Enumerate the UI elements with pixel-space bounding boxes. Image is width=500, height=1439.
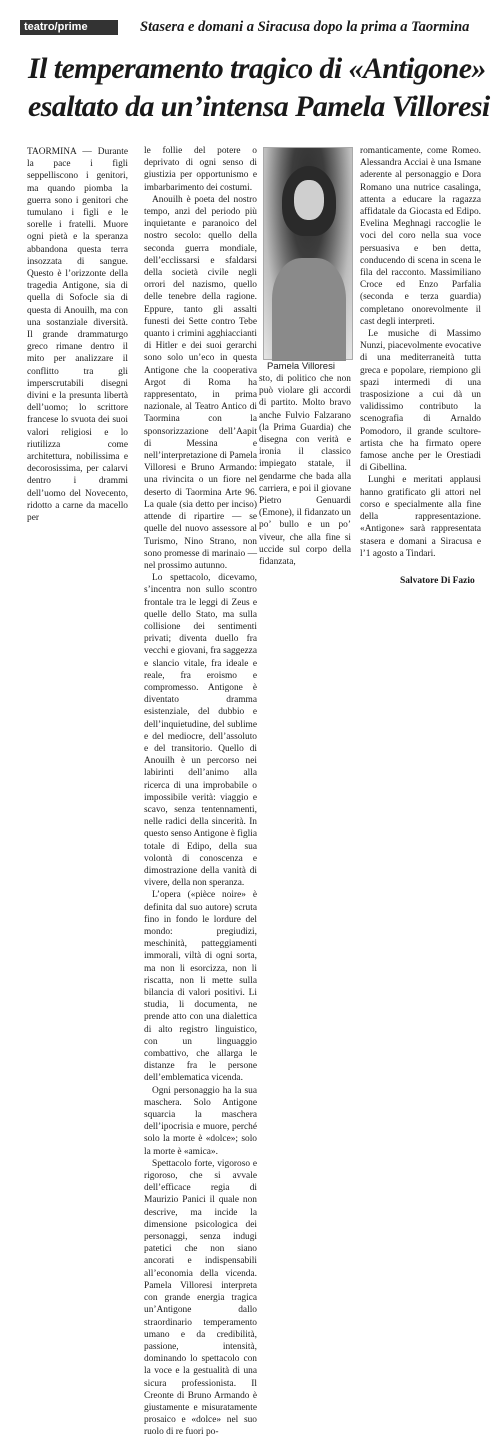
paragraph: L’opera («pièce noire» è definita dal suo autore) scruta fino in fondo le lordure del mondo: pregiudizi, meschinità, patteggiamenti immorali, viltà di ogni sorta, ma non li esorcizza, non li riscatta, non li mette sulla bilancia di valori positivi. Li studia, li documenta, ne prende atto con una dialettica di alto registro linguistico, con un linguaggio combattivo, che allarga le distanze fra le persone dell’emblematica vicenda. (144, 890, 257, 1084)
article-column-2 (144, 145, 258, 1438)
photo-caption: Pamela Villoresi (267, 361, 335, 372)
portrait-photo (263, 147, 353, 360)
paragraph: TAORMINA — Durante la pace i figli seppelliscono i genitori, ma quando piomba la guerra sono i genitori che tumulano i figli e le sorelle i fratelli. Muore ogni pietà e la speranza abbandona questa terra insozzata di sangue. Questo è l’orizzonte della tragedia Antigone, sia di quella di Sofocle sia di questa di Anouilh, ma con una sostanziale diversità. Il grande drammaturgo greco rimane dentro il mito per analizzare il conflitto tra gli imperscrutabili disegni divini e la presunta libertà dell’uomo; lo scrittore francese lo svuota dei suoi valori religiosi e lo riutilizza come architettura, nobilissima e decorosissima, per calarvi dentro i drammi dell’uomo del Novecento, ridotto a carne da macello per (27, 147, 128, 524)
subheadline: Stasera e domani a Siracusa dopo la prima a Taormina (140, 19, 470, 35)
article-column-1 (27, 146, 128, 524)
headline-line-2: esaltato da un’intensa Pamela Villoresi (28, 90, 490, 123)
paragraph: Anouilh è poeta del nostro tempo, anzi del periodo più inquietante e paranoico del nostro secolo: quello della seconda guerra mondiale, dell’ecclissarsi e sfaldarsi della società civile negli orrori del nazismo, quello delle tenebre della ragione. Eppure, tanto gli assalti funesti dei Sette contro Tebe quanto i crimini agghiaccianti di Hitler e dei suoi gerarchi sono solo un’eco in questa Antigone che la cooperativa Argot di Roma ha rappresentato, in prima nazionale, al Teatro Antico di Taormina con la sponsorizzazione dell’Aapit di Messina e nell’interpretazione di Pamela Villoresi e Bruno Armando: una rivincita o un fiore nel deserto di Taormina Arte 96. La quale (sia detto per inciso) attende di ripartire — se quelle del nuovo assessore al Turismo, Nino Strano, non sono promesse di marinaio — nel prossimo autunno. (144, 194, 257, 571)
paragraph: sto, di politico che non può violare gli accordi di partito. Molto bravo anche Fulvio Falzarano (la Prima Guardia) che disegna con verità e ironia il classico impiegato statale, il gendarme che bada alla carriera, e poi il giovane Pietro Genuardi (Emone), il fidanzato un po’ bullo e un po’ viveur, che alla fine si uccide sul corpo della fidanzata, (259, 374, 351, 568)
paragraph: Lunghi e meritati applausi hanno gratificato gli attori nel corso e specialmente alla fine della rappresentazione. «Antigone» sarà rappresentata stasera e domani a Siracusa e l’1 agosto a Tindari. (360, 475, 481, 559)
paragraph: le follie del potere o deprivato di ogni senso di giustizia per opportunismo e imbarbarimento dei costumi. (144, 146, 257, 193)
author-signature: Salvatore Di Fazio (400, 576, 475, 586)
article-column-3 (259, 373, 351, 568)
paragraph: Ogni personaggio ha la sua maschera. Solo Antigone squarcia la maschera dell’ipocrisia e muore, perché solo la morte è «dolce»; solo la morte è «amica». (144, 1085, 257, 1157)
headline (28, 50, 493, 126)
photo-face (294, 180, 324, 220)
paragraph: Spettacolo forte, vigoroso e rigoroso, che si avvale dell’efficace regia di Maurizio Panici il quale non descrive, ma incide la dimensione psicologica dei personaggi, senza indugi patetici che non siano ancorati e indispensabili all’economia della vicenda. Pamela Villoresi interpreta con grande energia tragica un’Antigone dallo straordinario temperamento umano e da credibilità, passione, intensità, dominando lo spettacolo con la voce e la gestualità di una sicura professionista. Il Creonte di Bruno Armando è giustamente e misuratamente prosaico e «dolce» nel suo ruolo di re fuori po- (144, 1158, 257, 1438)
section-kicker: teatro/prime (20, 20, 118, 35)
paragraph: romanticamente, come Romeo. Alessandra Acciai è una Ismane aderente al personaggio e Dora Romano una nutrice casalinga, attenta a educare la ragazza affidatale da Giocasta ed Edipo. Evelina Meghnagi raccoglie le voci del coro nella sua voce persuasiva e ben detta, conducendo di scena in scena le fila del racconto. Massimiliano Croce ed Enzo Parfalia (seconda e terza guardia) completano onorevolmente il cast degli interpreti. (360, 146, 481, 327)
article-column-4 (360, 145, 481, 585)
paragraph: Le musiche di Massimo Nunzi, piacevolmente evocative di una mediterraneità tutta greca e popolare, riempiono gli spazi intermedi di una trasposizione a cui dà un validissimo contributo la scenografia di Arnaldo Pomodoro, il grande scultore-artista che ha firmato opere famose anche per le Orestiadi di Gibellina. (360, 329, 481, 474)
headline-line-1: Il temperamento tragico di «Antigone» (28, 52, 486, 85)
photo-body (272, 258, 346, 361)
paragraph: Lo spettacolo, dicevamo, s’incentra non sullo scontro frontale tra le leggi di Zeus e quelle dello Stato, ma sulla collisione dei sentimenti privati; diventa duello fra vecchi e giovani, fra saggezza e slancio vitale, fra ideale e reale, fra eroismo e compromesso. Antigone è diventato dramma esistenziale, del dubbio e dell’inquietudine, del sublime e del mediocre, dell’assoluto e del transitorio. Quello di Anouilh è un percorso nei labirinti dell’animo alla ricerca di una improbabile o impossibile verità: viaggio e scavo, senza tentennamenti, nelle radici della sincerità. In questo senso Antigone è figlia totale di Edipo, della sua volontà di conoscenza e dimostrazione della vanità di vivere, della non speranza. (144, 573, 258, 889)
